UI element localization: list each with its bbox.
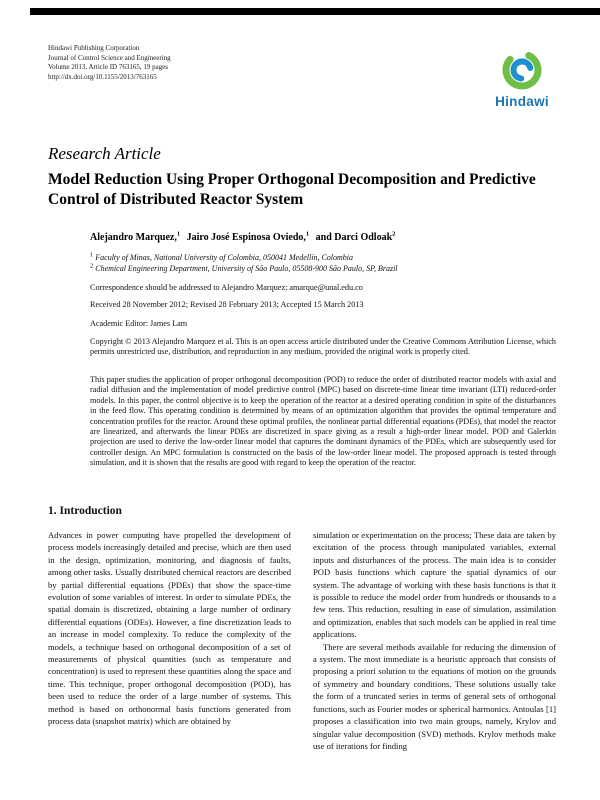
author: and Darci Odloak$^2$: [315, 230, 396, 243]
correspondence-line: Correspondence should be addressed to Alejandro Marquez; amarque@unal.edu.co: [90, 283, 363, 292]
publisher-header: [48, 44, 171, 82]
body-columns: [48, 529, 556, 752]
body-column-right: [313, 529, 556, 752]
volume-info: Volume 2013, Article ID 763165, 19 pages: [48, 63, 169, 72]
author: Jairo José Espinosa Oviedo,$^1$: [186, 230, 310, 243]
academic-editor: Academic Editor: James Lam: [90, 319, 188, 328]
hindawi-logo-icon: [500, 48, 544, 92]
doi-link[interactable]: http://dx.doi.org/10.1155/2013/763165: [48, 72, 157, 81]
paragraph: simulation or experimentation on the process; These data are taken by excitation of the process through manipulated variables, external inputs and disturbances of the process. The main idea is to consider POD basis functions which capture the spatial dynamics of our system. The advantage of working with these basis functions is that it is possible to reduce the model order from hundreds or thousands to a few tens. This reduction, resulting in ease of simulation, assimilation and optimization, enables that such models can be applied in real time applications.: [313, 530, 556, 640]
affiliation: $^1$ Faculty of Minas, National University of Colombia, 050041 Medellín, Colombia: [90, 251, 354, 262]
article-dates: Received 28 November 2012; Revised 28 February 2013; Accepted 15 March 2013: [90, 300, 364, 309]
affiliation: $^2$ Chemical Engineering Department, University of São Paulo, 05508-900 São Paulo, SP, Brazil: [90, 262, 398, 273]
abstract: This paper studies the application of proper orthogonal decomposition (POD) to reduce the order of distributed reactor models with axial and radial diffusion and the implementation of model predictive control (MPC) based on discrete-time linear time invariant (LTI) reduced-order models. In this paper, the control objective is to keep the operation of the reactor at a desired operating condition in spite of the disturbances in the feed flow. This operating condition is determined by means of an optimization algorithm that provides the optimal temperature and concentration profiles for the reactor. Around these optimal profiles, the nonlinear partial differential equations (PDEs), that model the reactor are linearized, and afterwards the linear PDEs are discretized in space giving as a result a high-order linear model. POD and Galerkin projection are used to derive the low-order linear model that captures the dominant dynamics of the PDEs, which are subsequently used for controller design. An MPC formulation is constructed on the basis of the low-order linear model. The proposed approach is tested through simulation, and it is shown that the results are good with regard to keep the operation of the reactor.: [90, 375, 556, 468]
author: Alejandro Marquez,$^1$: [90, 230, 181, 243]
section-heading-introduction: 1. Introduction: [48, 505, 122, 517]
body-column-left: [48, 529, 291, 752]
author-affiliation-mark: 1: [305, 230, 310, 238]
page-top-bar: [30, 8, 600, 15]
affiliations-block: [90, 253, 398, 275]
article-type-label: Research Article: [48, 144, 161, 163]
correspondence-email[interactable]: amarque@unal.edu.co: [289, 283, 363, 292]
paragraph: Advances in power computing have propelled the development of process models increasingly detailed and precise, which are then used in the design, optimization, monitoring, and diagnosis of faults, among other tasks. Usually distributed chemical reactors are described by partial differential equations (PDEs) that show the space-time evolution of some variables of interest. In order to simulate PDEs, the spatial domain is discretized, obtaining a large number of ordinary differential equations (ODEs). However, a fine discretization leads to an increase in model complexity. To reduce the complexity of the models, a technique based on orthogonal decomposition of a set of measurements of physical quantities (such as temperature and concentration) is used to represent these quantities along the space and time. This technique, proper orthogonal decomposition (POD), has been used to reduce the order of a large number of systems. This method is based on orthonormal basis functions generated from process data (snapshot matrix) which are obtained by: [48, 530, 291, 727]
journal-name: Journal of Control Science and Engineering: [48, 53, 171, 62]
authors-line: [90, 232, 399, 243]
hindawi-logo-text: Hindawi: [495, 94, 549, 109]
paragraph: There are several methods available for reducing the dimension of a system. The most immediate is a heuristic approach that consists of proposing a priori solution to the equations of motion on the grounds of symmetry and boundary conditions. These solutions usually take the form of a truncated series in terms of general sets of orthogonal functions, such as Fourier modes or spherical harmonics. Antoulas [1] proposes a classification into two main groups, namely, Krylov and singular value decomposition (SVD) methods. Krylov methods make use of iterations for finding: [313, 641, 556, 751]
author-affiliation-mark: 2: [392, 230, 396, 238]
copyright-notice: Copyright © 2013 Alejandro Marquez et al. This is an open access article distributed under the Creative Commons Attribution License, which permits unrestricted use, distribution, and reproduction in any medium, provided the original work is properly cited.: [90, 337, 556, 357]
article-title: Model Reduction Using Proper Orthogonal Decomposition and Predictive Control of Distributed Reactor System: [48, 171, 536, 208]
author-affiliation-mark: 1: [176, 230, 181, 238]
publisher-name: Hindawi Publishing Corporation: [48, 44, 140, 52]
hindawi-logo: [492, 48, 552, 109]
